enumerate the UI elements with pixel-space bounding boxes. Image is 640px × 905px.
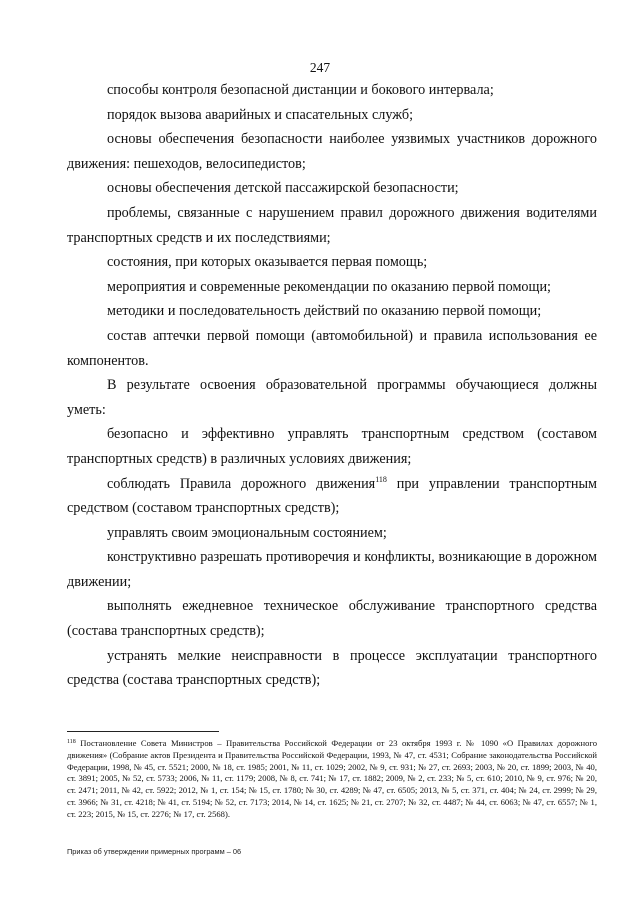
footnote-divider (67, 731, 219, 732)
list-item: состояния, при которых оказывается первая помощь; (107, 254, 428, 271)
list-item-text: соблюдать Правила дорожного движения (107, 475, 376, 492)
list-item-with-footnote (67, 472, 597, 521)
list-item: состав аптечки первой помощи (автомобильной) и правила использования ее компонентов. (67, 327, 597, 369)
list-item: порядок вызова аварийных и спасательных служб; (107, 106, 414, 123)
section-intro-paragraph: В результате освоения образовательной программы обучающиеся должны уметь: (67, 377, 597, 418)
list-item: безопасно и эффективно управлять транспортным средством (составом транспортных средств) в различных условиях движения; (67, 426, 597, 467)
page-footer: Приказ об утверждении примерных программ – 06 (67, 847, 242, 856)
list-item: способы контроля безопасной дистанции и бокового интервала; (107, 82, 494, 98)
list-item: устранять мелкие неисправности в процессе эксплуатации транспортного средства (состава транспортных средств); (67, 647, 597, 689)
list-item: методики и последовательность действий по оказанию первой помощи; (107, 303, 542, 320)
footnote-reference[interactable]: 118 (375, 474, 387, 484)
list-item: управлять своим эмоциональным состоянием; (107, 524, 387, 541)
page-number: 247 (309, 60, 331, 75)
list-item: проблемы, связанные с нарушением правил дорожного движения водителями транспортных средств и их последствиями; (67, 204, 597, 246)
list-item: мероприятия и современные рекомендации по оказанию первой помощи; (107, 278, 551, 295)
list-item: конструктивно разрешать противоречия и конфликты, возникающие в дорожном движении; (67, 549, 597, 590)
footnote (67, 738, 597, 821)
list-item: выполнять ежедневное техническое обслуживание транспортного средства (состава транспортных средств); (67, 598, 597, 640)
list-item: основы обеспечения детской пассажирской безопасности; (107, 180, 459, 197)
footnote-number: 118 (67, 739, 76, 745)
body-text (67, 78, 597, 693)
list-item-text: при управлении транспортным средством (составом транспортных средств); (67, 475, 597, 517)
footnote-text: Постановление Совета Министров – Правительства Российской Федерации от 23 октября 1993 г. № 1090 «О Правилах дорожного движения» (Собрание актов Президента и Правительства Российской Федерации, 1993, № 47, ст. 4531; Собрание законодательства Российской Федерации, 1998, № 45, ст. 5521; 2000, № 18, ст. 1985; 2001, № 11, ст. 1029; 2002, № 9, ст. 931; № 27, ст. 2693; 2003, № 20, ст. 1899; 2003, № 40, ст. 3891; 2005, № 52, ст. 5733; 2006, № 11, ст. 1179; 2008, № 8, ст. 741; № 17, ст. 1882; 2009, № 2, ст. 233; № 5, ст. 610; 2010, № 9, ст. 976; № 20, ст. 2471; 2011, № 42, ст. 5922; 2012, № 1, ст. 154; № 15, ст. 1780; № 30, ст. 4289; № 47, ст. 6505; 2013, № 5, ст. 371, ст. 404; № 24, ст. 2999; № 29, ст. 3966; № 31, ст. 4218; № 41, ст. 5194; № 52, ст. 7173; 2014, № 14, ст. 1625; № 21, ст. 2707; № 32, ст. 4487; № 44, ст. 6063; № 47, ст. 6557; № 1, ст. 223; 2015, № 15, ст. 2276; № 17, ст. 2568). (67, 738, 597, 819)
list-item: основы обеспечения безопасности наиболее уязвимых участников дорожного движения: пешеходов, велосипедистов; (67, 131, 597, 172)
